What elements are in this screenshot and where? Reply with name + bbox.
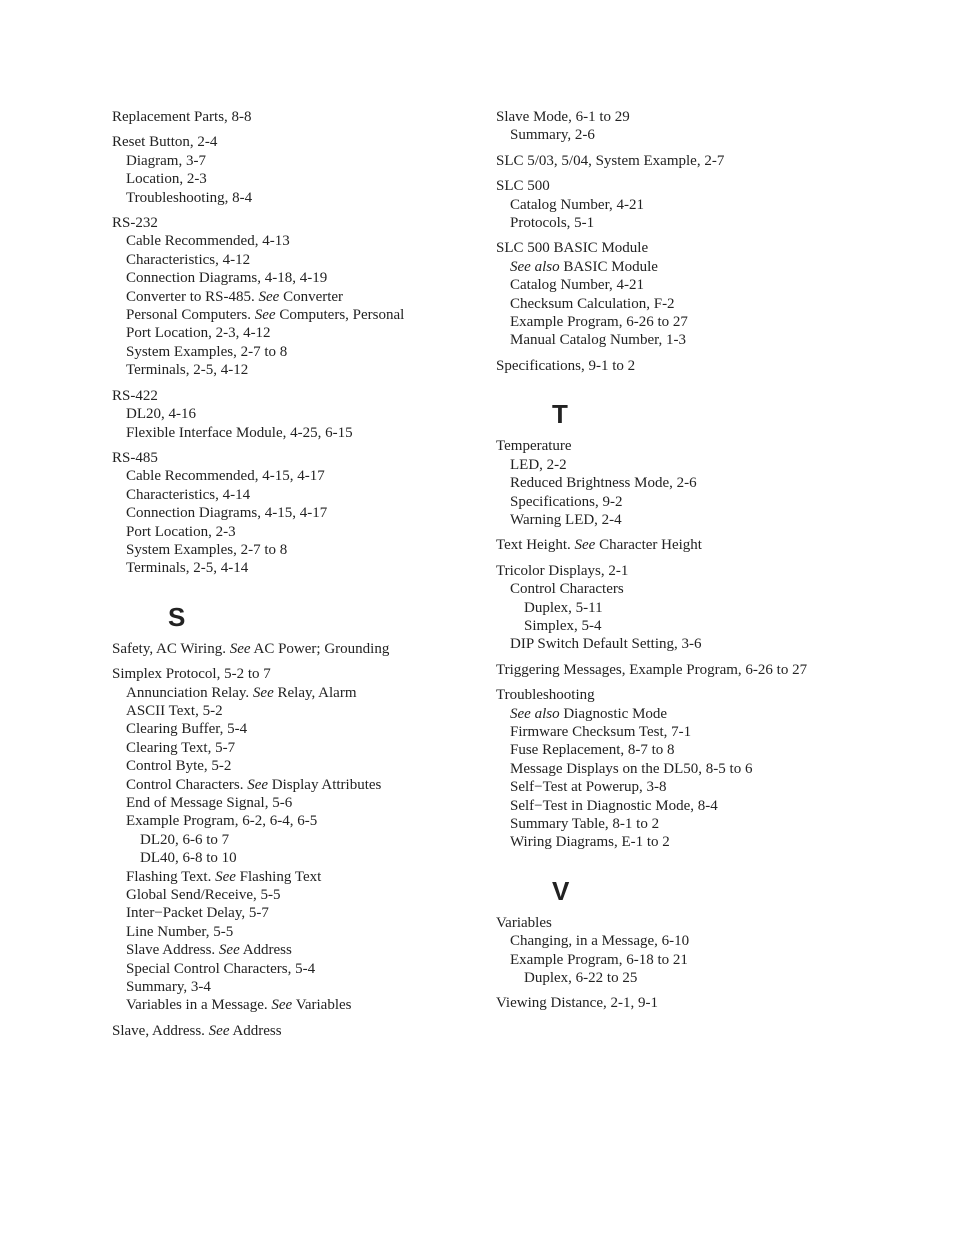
term-text: Fuse Replacement, 8-7 to 8	[510, 742, 675, 759]
see-reference-target: Relay, Alarm	[277, 684, 357, 701]
index-subterm	[112, 941, 512, 959]
term-text: Catalog Number, 4-21	[510, 277, 644, 294]
index-subterm	[112, 868, 512, 886]
term-text: Slave Mode, 6-1 to 29	[496, 109, 630, 125]
term-text: Connection Diagrams, 4-15, 4-17	[126, 505, 328, 522]
index-subterm	[496, 456, 896, 474]
term-text: System Examples, 2-7 to 8	[126, 541, 288, 558]
index-entry	[112, 108, 512, 126]
index-subterm	[112, 720, 512, 738]
term-text: Temperature	[496, 438, 572, 455]
term-text: Control Characters	[510, 581, 624, 598]
index-subterm	[112, 757, 512, 775]
index-term	[496, 914, 896, 932]
index-entry	[112, 387, 512, 442]
see-reference-label: See	[229, 640, 251, 657]
index-subterm	[112, 684, 512, 702]
see-reference-label: See	[247, 776, 269, 793]
index-term	[496, 562, 896, 580]
index-subterm	[112, 702, 512, 720]
see-reference-target: AC Power; Grounding	[253, 640, 390, 657]
index-term	[496, 661, 896, 679]
term-text: LED, 2-2	[510, 456, 567, 473]
index-subterm	[112, 794, 512, 812]
term-text: Catalog Number, 4-21	[510, 196, 644, 213]
index-subterm	[112, 467, 512, 485]
term-text: Checksum Calculation, F-2	[510, 295, 675, 312]
term-text: Port Location, 2-3, 4-12	[126, 325, 271, 342]
see-reference-label: See	[574, 537, 596, 554]
see-reference-target: Address	[232, 1022, 282, 1039]
index-term	[496, 686, 896, 704]
term-text: Protocols, 5-1	[510, 215, 595, 232]
term-text: Cable Recommended, 4-15, 4-17	[126, 468, 325, 485]
index-subterm	[496, 635, 896, 653]
index-subterm	[112, 812, 512, 830]
index-subterm	[112, 306, 512, 324]
see-reference-label: See	[252, 684, 274, 701]
see-reference-label: See	[271, 997, 293, 1014]
term-text: Specifications, 9-1 to 2	[496, 357, 636, 374]
index-subterm	[112, 923, 512, 941]
index-term	[112, 387, 512, 405]
index-subterm	[112, 405, 512, 423]
index-subterm	[112, 269, 512, 287]
term-text: Special Control Characters, 5-4	[126, 960, 316, 977]
index-entry	[112, 1022, 512, 1040]
term-text: Inter−Packet Delay, 5-7	[126, 905, 269, 922]
see-reference-label: See	[254, 307, 276, 324]
index-term	[496, 437, 896, 455]
index-entry	[496, 536, 896, 554]
index-subterm	[496, 258, 896, 276]
index-subterm	[112, 739, 512, 757]
index-term	[112, 214, 512, 232]
index-subterm	[496, 969, 896, 987]
term-text: Cable Recommended, 4-13	[126, 233, 290, 250]
index-subterm	[496, 474, 896, 492]
index-entry	[112, 133, 512, 207]
index-subterm	[496, 741, 896, 759]
index-subterm	[496, 815, 896, 833]
index-subterm	[112, 960, 512, 978]
index-subterm	[112, 559, 512, 577]
section-letter: T	[552, 399, 568, 430]
term-text: Warning LED, 2-4	[510, 511, 622, 528]
index-entry	[496, 562, 896, 654]
term-text: Clearing Buffer, 5-4	[126, 721, 248, 738]
term-text: Port Location, 2-3	[126, 523, 236, 540]
index-entry	[112, 640, 512, 658]
term-text: Personal Computers.	[126, 307, 251, 324]
index-subterm	[112, 361, 512, 379]
index-entry	[496, 437, 896, 529]
term-text: Text Height.	[496, 537, 571, 554]
term-text: Terminals, 2-5, 4-14	[126, 560, 249, 577]
term-text: Firmware Checksum Test, 7-1	[510, 723, 692, 740]
index-entry	[496, 108, 896, 145]
see-reference-label: See also	[510, 258, 560, 275]
term-text: Troubleshooting	[496, 687, 595, 704]
term-text: Manual Catalog Number, 1-3	[510, 332, 687, 349]
term-text: DL20, 6-6 to 7	[140, 831, 230, 848]
term-text: Characteristics, 4-14	[126, 486, 251, 503]
term-text: Clearing Text, 5-7	[126, 739, 236, 756]
term-text: Line Number, 5-5	[126, 923, 234, 940]
section-letter: S	[168, 601, 186, 632]
index-term	[112, 108, 512, 126]
index-entry	[496, 914, 896, 988]
term-text: Changing, in a Message, 6-10	[510, 933, 690, 950]
term-text: Converter to RS-485.	[126, 288, 255, 305]
index-subterm	[496, 295, 896, 313]
index-column-left	[112, 108, 512, 1047]
term-text: Summary, 2-6	[510, 127, 595, 144]
term-text: Example Program, 6-26 to 27	[510, 314, 688, 331]
term-text: Tricolor Displays, 2-1	[496, 562, 629, 579]
index-subterm	[496, 951, 896, 969]
index-subterm	[496, 797, 896, 815]
index-subterm	[112, 152, 512, 170]
index-column-right	[496, 108, 896, 1020]
term-text: Variables in a Message.	[126, 997, 268, 1014]
index-subterm	[112, 288, 512, 306]
index-subterm	[112, 776, 512, 794]
term-text: DL40, 6-8 to 10	[140, 850, 237, 867]
term-text: SLC 500	[496, 178, 550, 195]
see-reference-target: Flashing Text	[239, 868, 322, 885]
index-subterm	[496, 493, 896, 511]
see-reference-label: See also	[510, 705, 560, 722]
term-text: SLC 5/03, 5/04, System Example, 2-7	[496, 152, 725, 169]
index-entry	[112, 665, 512, 1015]
index-term	[112, 1022, 512, 1040]
term-text: Troubleshooting, 8-4	[126, 189, 253, 206]
index-subterm	[112, 232, 512, 250]
index-subterm	[112, 324, 512, 342]
index-subterm	[112, 886, 512, 904]
index-subterm	[112, 424, 512, 442]
index-subterm	[496, 932, 896, 950]
index-subterm	[496, 214, 896, 232]
term-text: Slave, Address.	[112, 1022, 205, 1039]
index-subterm	[112, 831, 512, 849]
index-subterm	[112, 996, 512, 1014]
see-reference-label: See	[218, 942, 240, 959]
index-entry	[496, 661, 896, 679]
term-text: DIP Switch Default Setting, 3-6	[510, 636, 702, 653]
see-reference-label: See	[258, 288, 280, 305]
term-text: Message Displays on the DL50, 8-5 to 6	[510, 760, 753, 777]
term-text: RS-485	[112, 449, 158, 466]
index-subterm	[112, 904, 512, 922]
index-term	[496, 536, 896, 554]
index-term	[112, 665, 512, 683]
index-subterm	[496, 705, 896, 723]
term-text: Replacement Parts, 8-8	[112, 109, 252, 125]
term-text: Terminals, 2-5, 4-12	[126, 362, 249, 379]
term-text: Example Program, 6-2, 6-4, 6-5	[126, 813, 318, 830]
index-subterm	[112, 170, 512, 188]
see-reference-target: Converter	[283, 288, 344, 305]
index-entry	[496, 994, 896, 1012]
index-subterm	[112, 486, 512, 504]
index-subterm	[112, 541, 512, 559]
term-text: End of Message Signal, 5-6	[126, 795, 293, 811]
term-text: Characteristics, 4-12	[126, 251, 251, 268]
term-text: Simplex, 5-4	[524, 617, 602, 634]
term-text: ASCII Text, 5-2	[126, 702, 223, 719]
term-text: Variables	[496, 914, 552, 931]
index-term	[496, 357, 896, 375]
index-subterm	[496, 313, 896, 331]
see-reference-target: BASIC Module	[563, 258, 658, 275]
see-reference-target: Address	[242, 942, 292, 959]
term-text: RS-422	[112, 387, 158, 404]
term-text: Specifications, 9-2	[510, 493, 623, 510]
index-subterm	[496, 511, 896, 529]
see-reference-target: Computers, Personal	[279, 307, 405, 324]
term-text: Self−Test at Powerup, 3-8	[510, 779, 667, 796]
term-text: Summary Table, 8-1 to 2	[510, 816, 660, 832]
index-entry	[496, 177, 896, 232]
index-subterm	[112, 504, 512, 522]
index-subterm	[112, 849, 512, 867]
index-term	[496, 177, 896, 195]
index-entry	[496, 686, 896, 852]
see-reference-target: Variables	[295, 997, 352, 1014]
term-text: Wiring Diagrams, E-1 to 2	[510, 834, 670, 851]
index-term	[496, 994, 896, 1012]
index-subterm	[496, 126, 896, 144]
term-text: Reset Button, 2-4	[112, 134, 218, 151]
term-text: Control Characters.	[126, 776, 244, 793]
term-text: Slave Address.	[126, 942, 216, 959]
index-subterm	[496, 599, 896, 617]
see-reference-target: Display Attributes	[271, 776, 382, 793]
index-subterm	[496, 331, 896, 349]
index-entry	[112, 214, 512, 380]
term-text: Connection Diagrams, 4-18, 4-19	[126, 270, 328, 287]
index-subterm	[496, 196, 896, 214]
term-text: Simplex Protocol, 5-2 to 7	[112, 666, 271, 683]
index-subterm	[496, 580, 896, 598]
term-text: Viewing Distance, 2-1, 9-1	[496, 995, 658, 1012]
term-text: Global Send/Receive, 5-5	[126, 887, 281, 904]
see-reference-label: See	[215, 868, 236, 885]
term-text: SLC 500 BASIC Module	[496, 240, 649, 257]
term-text: Self−Test in Diagnostic Mode, 8-4	[510, 797, 718, 814]
term-text: RS-232	[112, 215, 158, 232]
index-entry	[496, 239, 896, 349]
index-subterm	[112, 343, 512, 361]
term-text: Annunciation Relay.	[126, 684, 250, 701]
index-subterm	[112, 251, 512, 269]
index-entry	[496, 357, 896, 375]
index-subterm	[112, 978, 512, 996]
term-text: Duplex, 6-22 to 25	[524, 970, 638, 987]
index-term	[112, 133, 512, 151]
index-entry	[112, 449, 512, 578]
term-text: Control Byte, 5-2	[126, 758, 232, 775]
term-text: Duplex, 5-11	[524, 599, 603, 616]
index-subterm	[496, 778, 896, 796]
term-text: Triggering Messages, Example Program, 6-26 to 27	[496, 661, 808, 678]
index-term	[112, 449, 512, 467]
index-subterm	[496, 276, 896, 294]
see-reference-target: Character Height	[599, 537, 702, 554]
index-subterm	[496, 760, 896, 778]
index-subterm	[496, 723, 896, 741]
index-term	[496, 108, 896, 126]
index-subterm	[496, 617, 896, 635]
index-subterm	[112, 523, 512, 541]
index-term	[112, 640, 512, 658]
see-reference-label: See	[208, 1022, 230, 1039]
index-entry	[496, 152, 896, 170]
term-text: Flashing Text.	[126, 868, 212, 885]
section-letter: V	[552, 875, 570, 906]
term-text: Location, 2-3	[126, 171, 207, 188]
see-reference-target: Diagnostic Mode	[563, 705, 668, 722]
term-text: Example Program, 6-18 to 21	[510, 951, 688, 968]
term-text: Reduced Brightness Mode, 2-6	[510, 475, 697, 492]
index-term	[496, 152, 896, 170]
term-text: Safety, AC Wiring.	[112, 640, 226, 657]
term-text: DL20, 4-16	[126, 406, 196, 423]
index-subterm	[496, 833, 896, 851]
term-text: Diagram, 3-7	[126, 152, 206, 169]
index-term	[496, 239, 896, 257]
term-text: Summary, 3-4	[126, 979, 211, 996]
index-subterm	[112, 189, 512, 207]
term-text: System Examples, 2-7 to 8	[126, 343, 288, 360]
term-text: Flexible Interface Module, 4-25, 6-15	[126, 424, 353, 441]
